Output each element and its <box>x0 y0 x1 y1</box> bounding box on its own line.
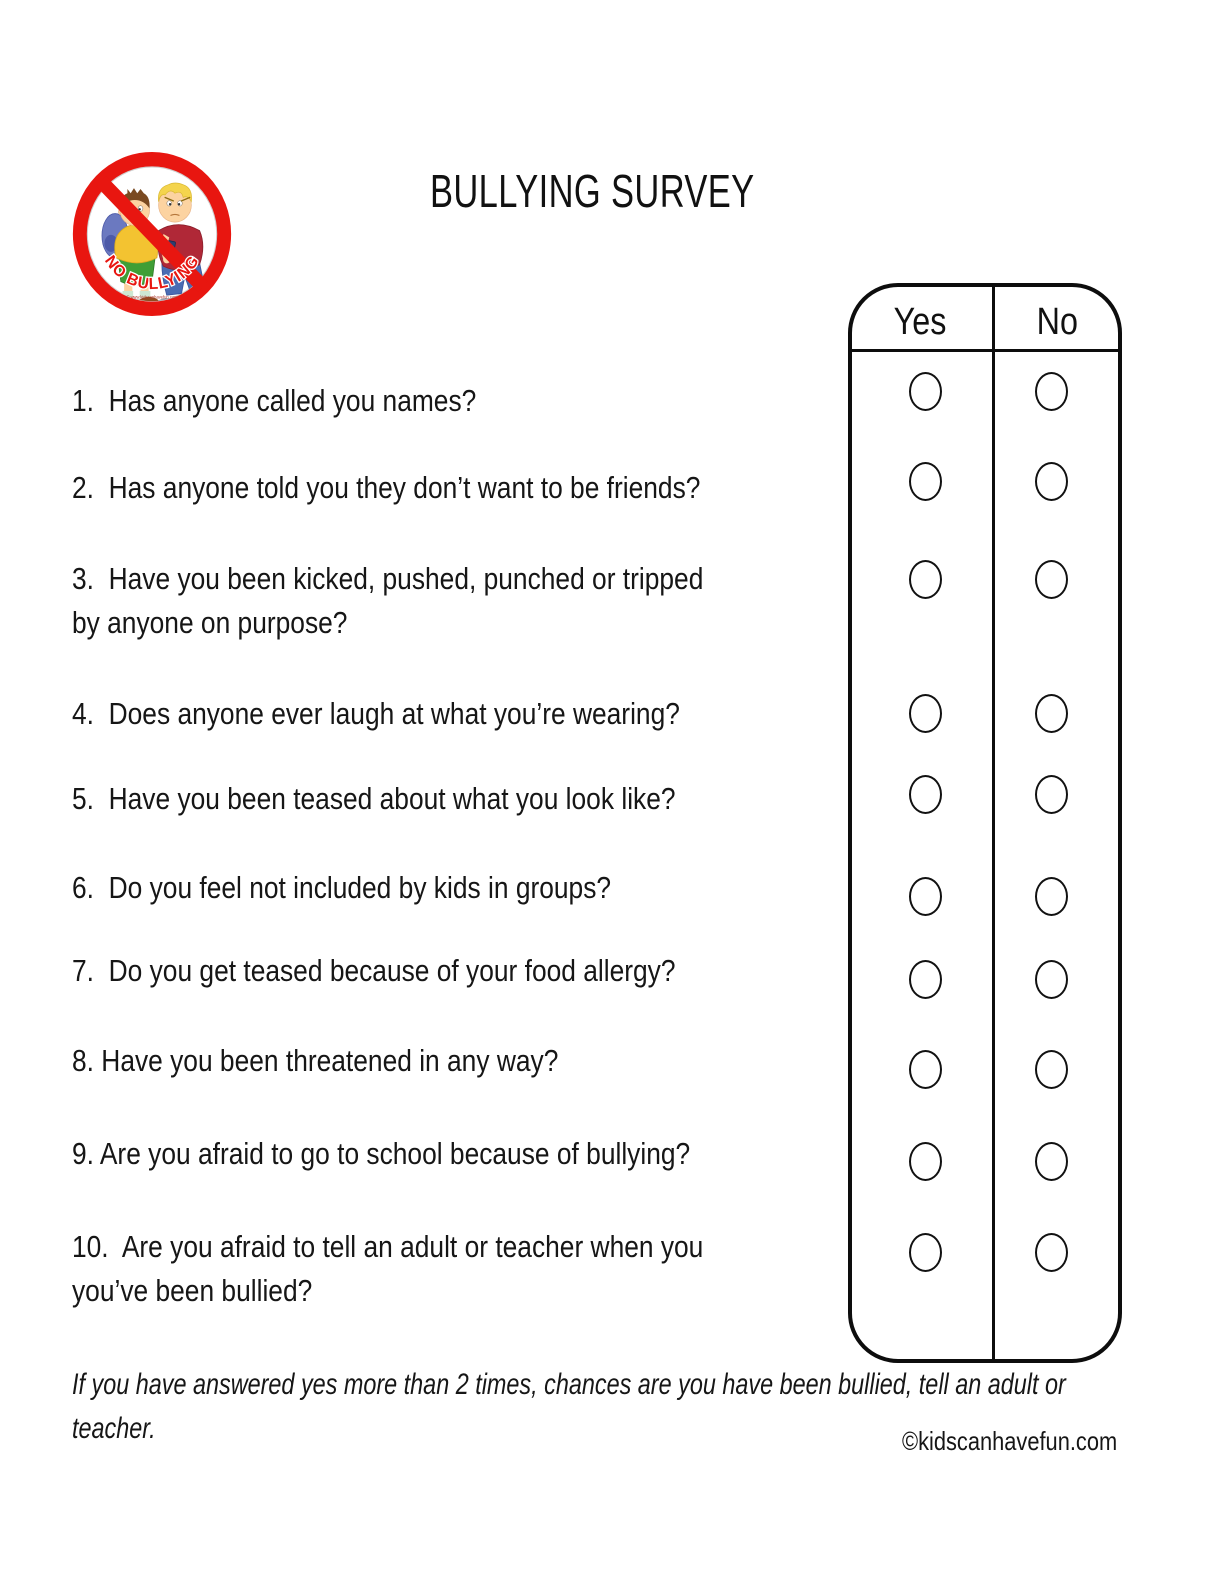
q5-no-bubble[interactable] <box>1035 775 1068 814</box>
question-7 <box>72 949 676 993</box>
question-line: 7. Do you get teased because of your food allergy? <box>72 953 676 988</box>
question-5 <box>72 777 676 821</box>
question-10 <box>72 1225 703 1313</box>
q6-no-bubble[interactable] <box>1035 877 1068 916</box>
question-line: 9. Are you afraid to go to school because of bullying? <box>72 1136 691 1171</box>
footer-note-line: If you have answered yes more than 2 times, chances are you have been bullied, tell an adult or <box>72 1368 1066 1401</box>
no-column-header <box>992 301 1122 344</box>
question-3 <box>72 557 703 645</box>
q1-no-bubble[interactable] <box>1035 372 1068 411</box>
q3-no-bubble[interactable] <box>1035 560 1068 599</box>
question-2 <box>72 466 700 510</box>
q6-yes-bubble[interactable] <box>909 877 942 916</box>
q5-yes-bubble[interactable] <box>909 775 942 814</box>
yes-column-label: Yes <box>893 301 947 343</box>
question-line: 10. Are you afraid to tell an adult or teacher when you <box>72 1229 704 1264</box>
no-bullying-label-text: NO BULLYING <box>101 252 203 294</box>
q2-no-bubble[interactable] <box>1035 462 1068 501</box>
question-9 <box>72 1132 690 1176</box>
footer-note-line: teacher. <box>72 1412 156 1445</box>
q2-yes-bubble[interactable] <box>909 462 942 501</box>
q9-yes-bubble[interactable] <box>909 1142 942 1181</box>
q7-no-bubble[interactable] <box>1035 960 1068 999</box>
site-copyright: ©kidscanhavefun.com <box>901 1426 1117 1456</box>
question-1 <box>72 379 476 423</box>
q3-yes-bubble[interactable] <box>909 560 942 599</box>
no-bullying-logo <box>70 149 234 319</box>
no-column-label: No <box>1036 301 1078 343</box>
question-line: 6. Do you feel not included by kids in groups? <box>72 870 612 905</box>
question-line: you’ve been bullied? <box>72 1273 313 1308</box>
question-line: 4. Does anyone ever laugh at what you’re wearing? <box>72 696 680 731</box>
q4-no-bubble[interactable] <box>1035 694 1068 733</box>
yes-column-header <box>848 301 992 344</box>
question-line: by anyone on purpose? <box>72 605 348 640</box>
question-line: 3. Have you been kicked, pushed, punched or tripped <box>72 561 704 596</box>
question-line: 2. Has anyone told you they don’t want to be friends? <box>72 470 701 505</box>
question-4 <box>72 692 680 736</box>
q8-yes-bubble[interactable] <box>909 1050 942 1089</box>
answer-box <box>848 283 1122 1363</box>
answer-box-header-line <box>852 349 1118 352</box>
q10-yes-bubble[interactable] <box>909 1233 942 1272</box>
q4-yes-bubble[interactable] <box>909 694 942 733</box>
q8-no-bubble[interactable] <box>1035 1050 1068 1089</box>
question-line: 5. Have you been teased about what you look like? <box>72 781 676 816</box>
q10-no-bubble[interactable] <box>1035 1233 1068 1272</box>
question-line: 8. Have you been threatened in any way? <box>72 1043 559 1078</box>
q7-yes-bubble[interactable] <box>909 960 942 999</box>
question-8 <box>72 1039 558 1083</box>
answer-box-divider <box>992 287 995 1359</box>
question-line: 1. Has anyone called you names? <box>72 383 477 418</box>
question-6 <box>72 866 611 910</box>
q1-yes-bubble[interactable] <box>909 372 942 411</box>
page-title: BULLYING SURVEY <box>430 165 755 217</box>
logo-copyright-text: © www.kidscanhavefun.com <box>126 294 178 300</box>
q9-no-bubble[interactable] <box>1035 1142 1068 1181</box>
